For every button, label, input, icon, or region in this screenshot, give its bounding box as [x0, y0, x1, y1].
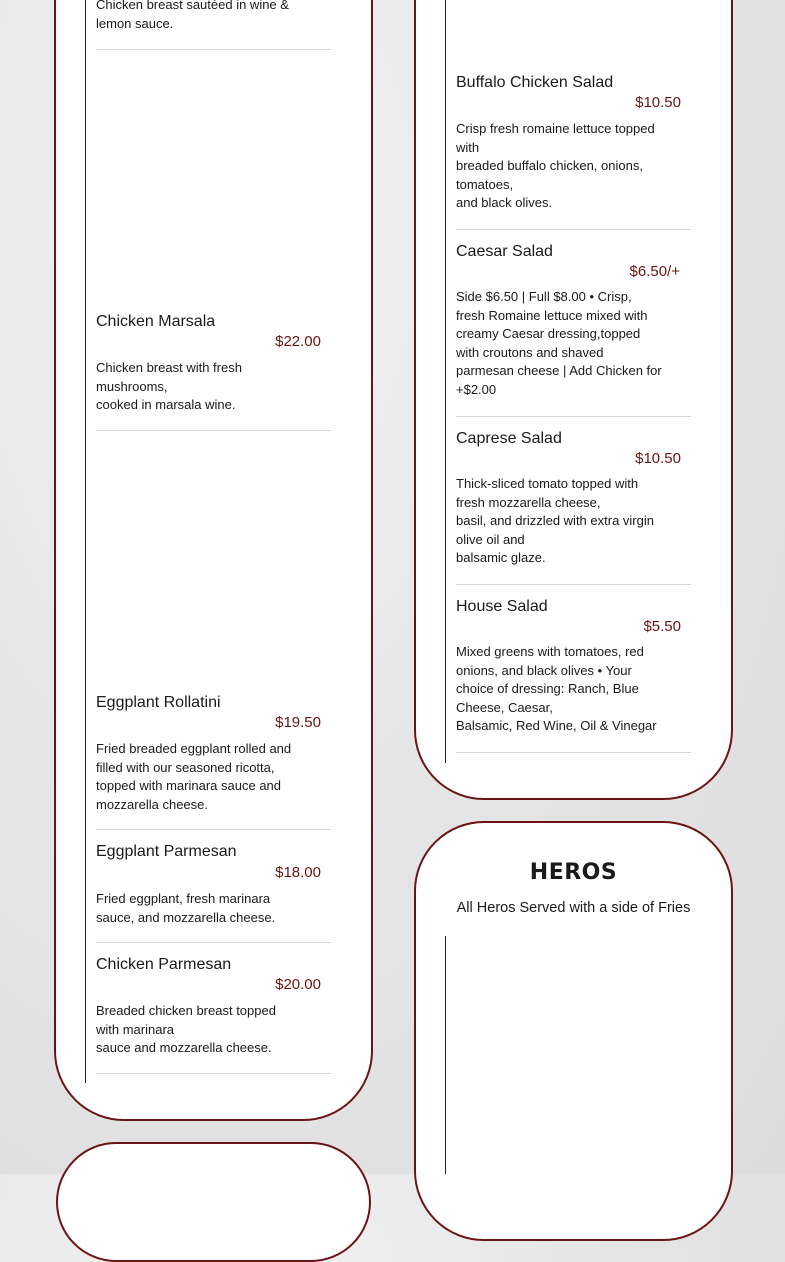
item-name: Buffalo Chicken Salad [456, 74, 614, 91]
left-card-divider-line [85, 0, 86, 1083]
item-price: $22.00 [275, 333, 321, 350]
separator [456, 229, 691, 230]
separator [96, 49, 331, 50]
item-name: Eggplant Rollatini [96, 694, 221, 711]
menu-item-caesar-salad[interactable] [456, 243, 691, 403]
menu-card-left [54, 0, 373, 1121]
separator [96, 942, 331, 943]
separator [456, 584, 691, 585]
menu-item-caprese-salad[interactable] [456, 430, 691, 570]
item-name: Caprese Salad [456, 430, 562, 447]
item-description: Breaded chicken breast topped with marinara sauce and mozzarella cheese. [96, 1003, 276, 1056]
menu-item-chicken-marsala[interactable] [96, 313, 331, 413]
item-price: $19.50 [275, 714, 321, 731]
item-name: House Salad [456, 598, 548, 615]
item-description: Fried eggplant, fresh marinara sauce, and mozzarella cheese. [96, 891, 276, 925]
item-description: Crisp fresh romaine lettuce topped with breaded buffalo chicken, onions, tomatoes, and black olives. [456, 121, 655, 211]
item-description: Fried breaded eggplant rolled and filled with our seasoned ricotta, topped with marinara sauce and mozzarella cheese. [96, 741, 292, 812]
menu-card-left-next [56, 1142, 371, 1262]
menu-item-chicken-parmesan[interactable] [96, 956, 331, 1061]
menu-item-eggplant-parmesan[interactable] [96, 843, 331, 933]
separator [96, 1073, 331, 1074]
section-subtitle-heros: All Heros Served with a side of Fries [456, 900, 691, 916]
item-price: $20.00 [275, 976, 321, 993]
item-description: Thick-sliced tomato topped with fresh mozzarella cheese, basil, and drizzled with extra virgin olive oil and balsamic glaze. [456, 476, 654, 566]
item-description: Side $6.50 | Full $8.00 • Crisp, fresh Romaine lettuce mixed with creamy Caesar dressing,topped with croutons and shaved parmesan cheese | Add Chicken for +$2.00 [456, 289, 662, 397]
item-name: Chicken Parmesan [96, 956, 232, 973]
separator [96, 430, 331, 431]
item-price: $10.50 [635, 450, 681, 467]
item-price: $18.00 [275, 864, 321, 881]
item-description: Mixed greens with tomatoes, red onions, and black olives • Your choice of dressing: Ranch, Blue Cheese, Caesar, Balsamic, Red Wine, Oil & Vinegar [456, 644, 657, 734]
section-title-heros: HEROS [529, 860, 618, 885]
menu-item-house-salad[interactable] [456, 598, 691, 738]
item-name: Eggplant Parmesan [96, 843, 237, 860]
separator [456, 752, 691, 753]
item-name: Caesar Salad [456, 243, 553, 260]
heros-card-divider-line [445, 936, 446, 1174]
left-top-fragment: Chicken breast sautéed in wine & lemon sauce. [96, 0, 289, 31]
menu-item-buffalo-chicken-salad[interactable] [456, 74, 691, 214]
separator [96, 829, 331, 830]
separator [456, 416, 691, 417]
item-name: Chicken Marsala [96, 313, 216, 330]
item-description: Chicken breast with fresh mushrooms, cooked in marsala wine. [96, 360, 242, 413]
item-price: $10.50 [635, 94, 681, 111]
right-card-divider-line [445, 0, 446, 763]
item-price: $6.50/+ [629, 263, 680, 280]
item-price: $5.50 [643, 618, 681, 635]
menu-item-eggplant-rollatini[interactable] [96, 694, 331, 814]
